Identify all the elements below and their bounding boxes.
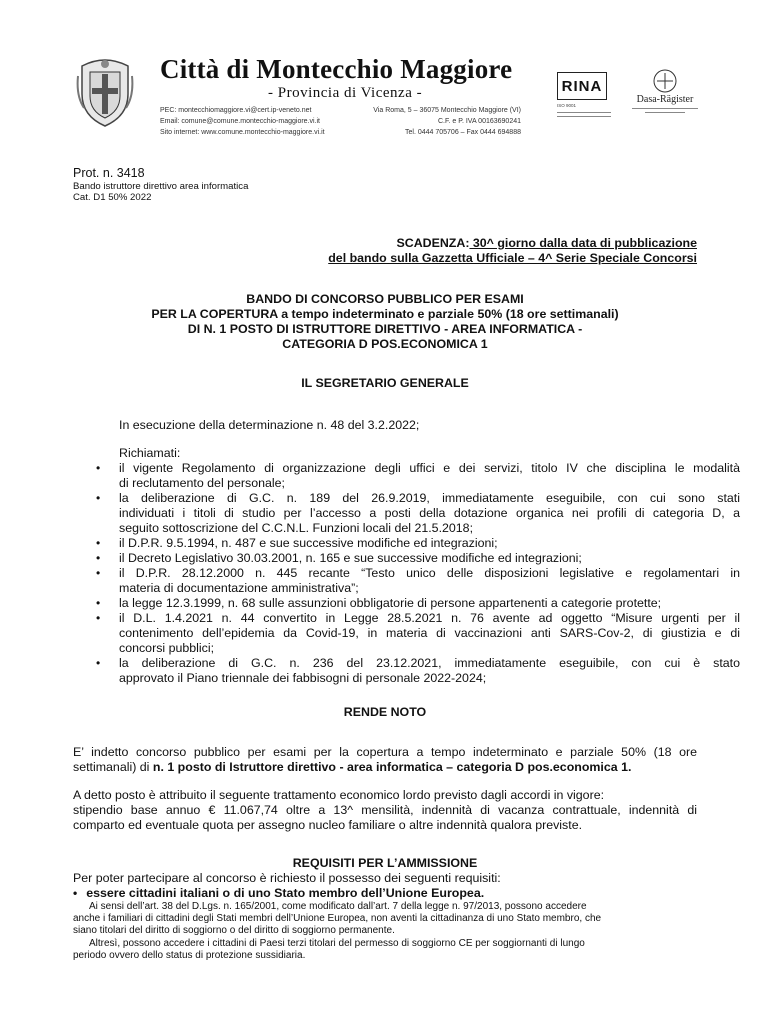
requirement-para-1 [73,901,601,937]
list-item-line: concorsi pubblici; [119,641,215,655]
address-line: Via Roma, 5 – 36075 Montecchio Maggiore (VI) [373,107,521,114]
announcement-line-2 [73,760,697,775]
salary-line-2: stipendio base annuo € 11.067,74 oltre a 13^ mensilità, indennità di vacanza contrattuale, indennità di [73,803,697,817]
para-line: Altresì, possono accedere i cittadini di Paesi terzi titolari del permesso di soggiorno CE per soggiornanti di lungo [89,938,585,949]
para-line: siano titolari del diritto di soggiorno o del diritto di soggiorno permanente. [73,925,395,936]
list-item-line: approvato il Piano triennale dei fabbisogni di personale 2022-2024; [119,671,487,685]
deadline-days: 30^ giorno dalla data di pubblicazione [469,236,697,250]
tax-code-line: C.F. e P. IVA 00163690241 [437,118,521,125]
rina-mark: RINA [557,72,607,100]
city-name: Città di Montecchio Maggiore [160,54,513,84]
salary-line-1: A detto posto è attribuito il seguente trattamento economico lordo previsto dagli accordi in vigore: [73,788,605,802]
province-name: - Provincia di Vicenza - [268,85,423,101]
announcement-line-1: E’ indetto concorso pubblico per esami per la copertura a tempo indeterminato e parziale 50% (18 ore [73,745,697,759]
protocol-block [73,166,248,203]
list-item-line: seguito sottoscrizione del C.C.N.L. Funzioni locali del 21.5.2018; [119,521,474,535]
city-crest-logo [76,56,134,128]
dasa-register-logo [630,68,700,122]
list-item-line: il D.P.R. 9.5.1994, n. 487 e sue successive modifiche ed integrazioni; [119,536,498,550]
deadline-label: SCADENZA: [396,236,470,250]
bullet-icon: • [73,886,78,900]
protocol-category: Cat. D1 50% 2022 [73,192,152,203]
list-item-line: la deliberazione di G.C. n. 236 del 23.12.2021, immediatamente eseguibile, con cui è stato [119,656,740,670]
list-item-line: individuati i titoli di studio per l’accesso a posti della dotazione organica nei profili di categoria D, a [119,506,740,520]
protocol-subject: Bando istruttore direttivo area informatica [73,181,249,192]
rende-noto-heading: RENDE NOTO [343,705,427,719]
rina-certification-logo [557,64,621,122]
requirements-heading: REQUISITI PER L’AMMISSIONE [292,856,478,870]
list-item-line: il D.L. 1.4.2021 n. 44 convertito in Legge 28.5.2021 n. 76 avente ad oggetto “Misure urgenti per il [119,611,740,625]
deadline-line-1 [328,236,697,251]
list-item-line: la legge 12.3.1999, n. 68 sulle assunzioni obbligatorie di persone appartenenti a categorie protette; [119,596,662,610]
dasa-circle-icon [652,68,678,94]
recalled-heading: Richiamati: [119,446,181,460]
list-item-line: la deliberazione di G.C. n. 189 del 26.9.2019, immediatamente eseguibile, con cui sono stati [119,491,740,505]
announcement-plain: settimanali) di [73,760,153,774]
title-line-1: BANDO DI CONCORSO PUBBLICO PER ESAMI [246,292,524,306]
list-item-line: contenimento dell’epidemia da Covid-19, in materia di vaccinazioni anti SARS-Cov-2, di giustizia e di [119,626,740,640]
salary-block [73,788,697,833]
email-line: Email: comune@comune.montecchio-maggiore.vi.it [160,118,321,125]
list-item-line: materia di documentazione amministrativa”; [119,581,359,595]
para-line: Ai sensi dell’art. 38 del D.Lgs. n. 165/2001, come modificato dall’art. 7 della legge n. 97/2013, possono accedere [89,901,587,912]
title-line-3: DI N. 1 POSTO DI ISTRUTTORE DIRETTIVO - AREA INFORMATICA - [187,322,583,336]
execution-line: In esecuzione della determinazione n. 48 del 3.2.2022; [119,418,420,432]
deadline-line-2: del bando sulla Gazzetta Ufficiale – 4^ Serie Speciale Concorsi [328,251,697,265]
requirement-citizenship [73,886,484,901]
para-line: periodo ovvero dello status di protezione sussidiaria. [73,950,306,961]
requirements-intro: Per poter partecipare al concorso è richiesto il possesso dei seguenti requisiti: [73,871,501,885]
salary-line-3: comparto ed eventuale quota per assegno nucleo familiare o altre indennità qualora previste. [73,818,583,832]
list-item-line: il Decreto Legislativo 30.03.2001, n. 165 e sue successive modifiche ed integrazioni; [119,551,582,565]
rina-caption: ISO 9001 [557,103,577,108]
website-line: Sito internet: www.comune.montecchio-maggiore.vi.it [160,129,325,136]
phone-line: Tel. 0444 705706 – Fax 0444 694888 [405,129,521,136]
bando-title [0,292,770,352]
title-line-2: PER LA COPERTURA a tempo indeterminato e parziale 50% (18 ore settimanali) [151,307,619,321]
contact-right-block [373,105,521,138]
title-line-4: CATEGORIA D POS.ECONOMICA 1 [282,337,488,351]
protocol-number: Prot. n. 3418 [73,166,145,180]
para-line: anche i familiari di cittadini degli Stati membri dell’Unione Europea, non aventi la cittadinanza di uno Stato membro, che [73,913,602,924]
deadline-block [328,236,697,266]
pec-line: PEC: montecchiomaggiore.vi@cert.ip-veneto.net [160,107,312,114]
list-item-line: di reclutamento del personale; [119,476,285,490]
contact-left-block [160,105,325,138]
dasa-name: Dasa-Rägister [636,94,694,105]
requirement-text: essere cittadini italiani o di uno Stato membro dell’Unione Europea. [86,886,485,900]
requirement-para-2 [73,938,585,962]
announcement-bold: n. 1 posto di Istruttore direttivo - area informatica – categoria D pos.economica 1. [152,760,632,774]
announcement [73,745,697,775]
list-item-line: il vigente Regolamento di organizzazione degli uffici e dei servizi, titolo IV che disciplina le modalità [119,461,740,475]
list-item-line: il D.P.R. 28.12.2000 n. 445 recante “Testo unico delle disposizioni legislative e regolamentari in [119,566,740,580]
secretary-heading: IL SEGRETARIO GENERALE [301,376,469,390]
